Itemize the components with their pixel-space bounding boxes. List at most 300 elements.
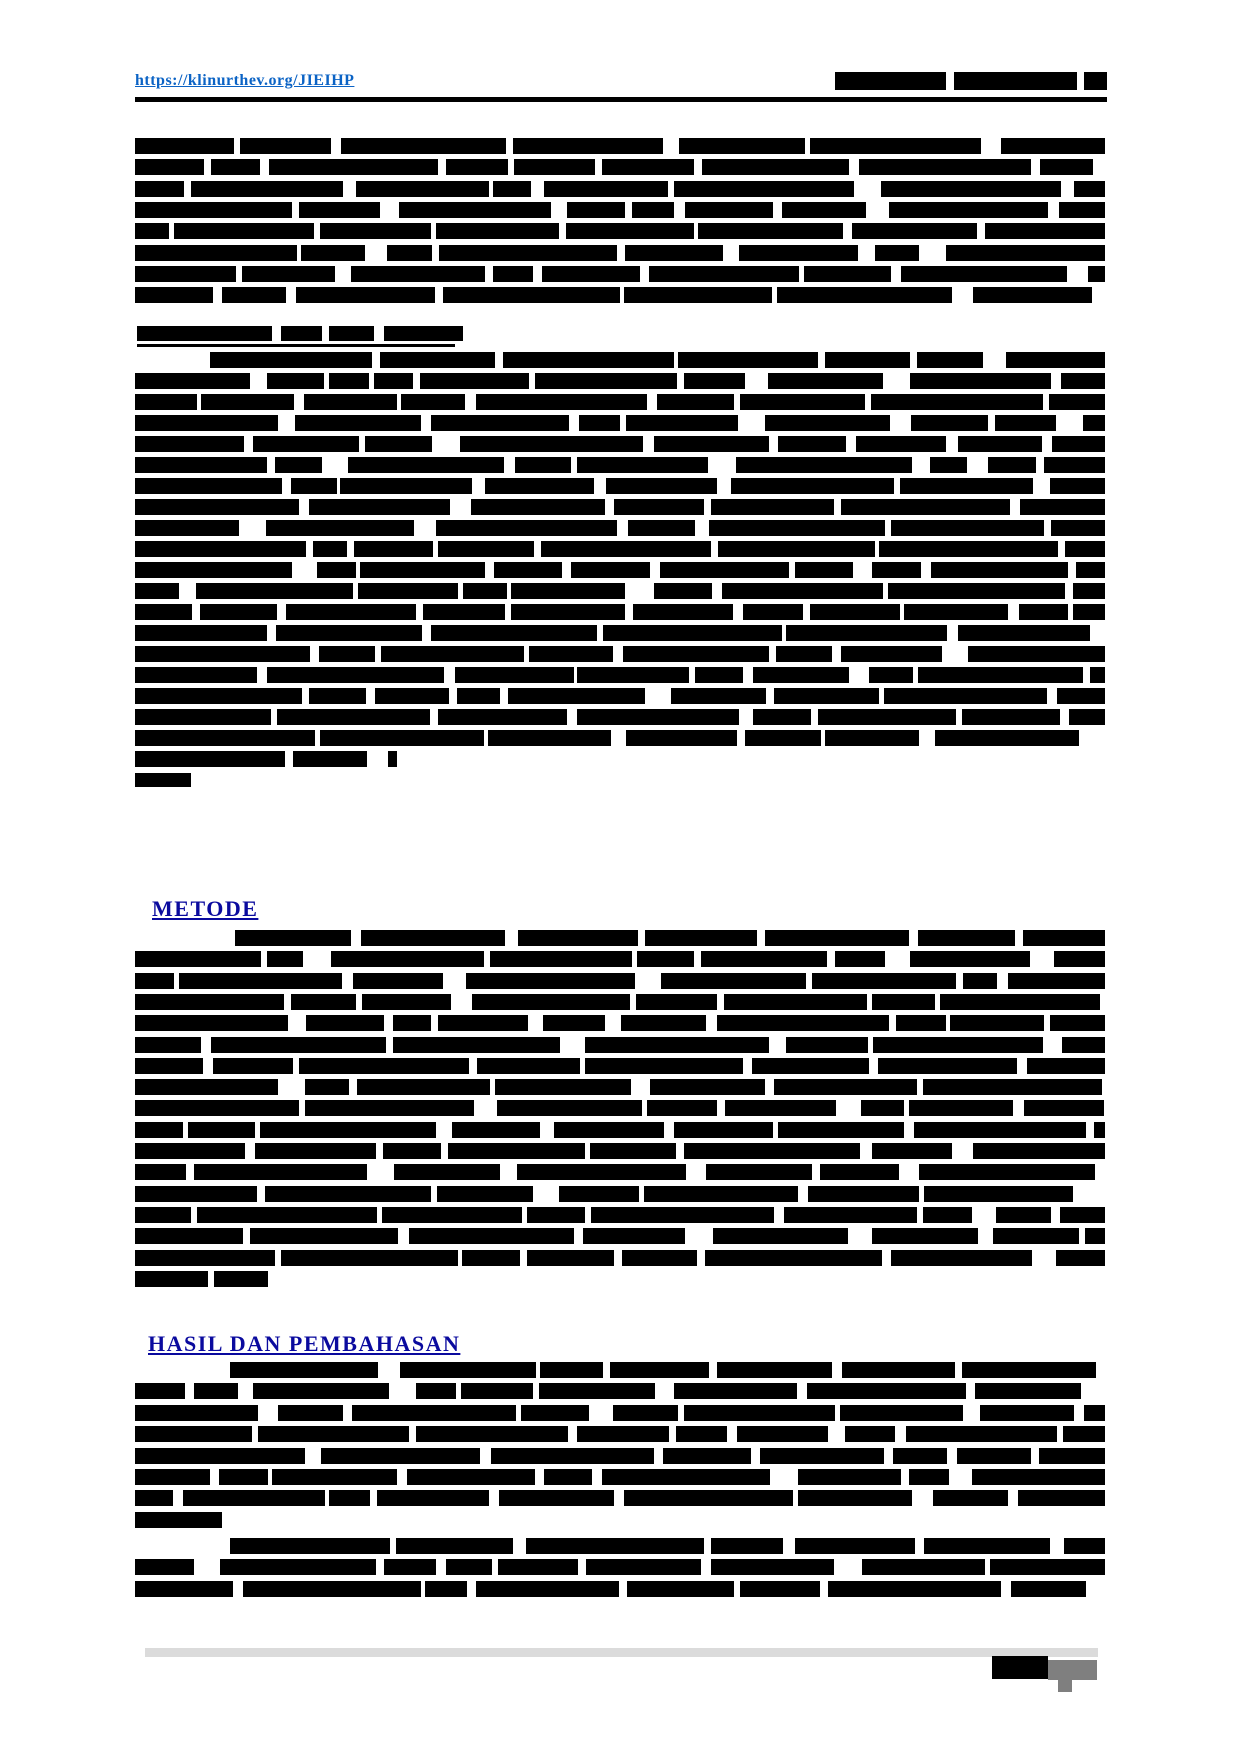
- redaction-bar: [230, 1538, 390, 1554]
- redaction-bar: [291, 994, 356, 1010]
- redaction-bar: [281, 1250, 458, 1266]
- redaction-bar: [577, 457, 708, 473]
- redaction-bar: [476, 394, 647, 410]
- redaction-bar: [362, 994, 451, 1010]
- redaction-bar: [472, 994, 630, 1010]
- redaction-bar: [431, 415, 569, 431]
- redaction-bar: [818, 709, 956, 725]
- redaction-bar: [135, 773, 191, 787]
- redaction-bar: [684, 373, 745, 389]
- redaction-bar: [1006, 352, 1105, 368]
- redaction-bar: [197, 1207, 377, 1223]
- redaction-bar: [436, 520, 617, 536]
- redaction-bar: [835, 72, 946, 90]
- redaction-bar: [503, 352, 674, 368]
- redacted-line-metode-body: [135, 1058, 1105, 1074]
- redaction-bar: [541, 541, 711, 557]
- redaction-bar: [1049, 394, 1105, 410]
- redacted-line-metode-body: [135, 1164, 1105, 1180]
- redaction-bar: [654, 583, 712, 599]
- redaction-bar: [455, 667, 574, 683]
- redaction-bar: [1073, 604, 1105, 620]
- redaction-bar: [1076, 562, 1105, 578]
- redaction-bar: [950, 1015, 1044, 1031]
- redacted-line-metode-body: [135, 1122, 1105, 1138]
- redaction-bar: [841, 646, 942, 662]
- redaction-bar: [753, 667, 849, 683]
- redaction-bar: [685, 202, 773, 218]
- redaction-bar: [603, 625, 782, 641]
- redaction-bar: [891, 520, 1044, 536]
- redaction-bar: [632, 202, 674, 218]
- redaction-bar: [210, 352, 372, 368]
- redaction-bar: [194, 1383, 238, 1399]
- redaction-bar: [527, 1207, 585, 1223]
- redaction-bar: [529, 646, 613, 662]
- redaction-bar: [852, 223, 977, 239]
- redaction-bar: [135, 730, 315, 746]
- redaction-bar: [645, 930, 757, 946]
- redaction-bar: [663, 1448, 751, 1464]
- redaction-bar: [511, 583, 625, 599]
- redacted-line-metode-body: [135, 1250, 1105, 1266]
- redaction-bar: [240, 138, 331, 154]
- redaction-bar: [676, 1426, 727, 1442]
- redaction-bar: [319, 646, 375, 662]
- redaction-bar: [940, 994, 1100, 1010]
- redaction-bar: [731, 478, 894, 494]
- redaction-bar: [269, 159, 438, 175]
- redaction-bar: [291, 478, 337, 494]
- redacted-line-metode-body: [135, 1100, 1105, 1116]
- redacted-line-paragraph-1: [135, 266, 1105, 282]
- redaction-bar: [498, 1559, 578, 1575]
- redaction-bar: [623, 646, 769, 662]
- redacted-line-hasil-paragraph-1: [135, 1426, 1105, 1442]
- redaction-bar: [214, 1271, 268, 1287]
- redacted-line-intro-body: [135, 604, 1105, 620]
- redaction-bar: [585, 1058, 743, 1074]
- redaction-bar: [135, 499, 299, 515]
- redaction-bar: [602, 1469, 770, 1485]
- redaction-bar: [196, 583, 353, 599]
- redaction-bar: [135, 1143, 245, 1159]
- redaction-bar: [135, 1228, 243, 1244]
- redaction-bar: [1020, 499, 1105, 515]
- redaction-bar: [542, 266, 640, 282]
- redaction-bar: [973, 1143, 1105, 1159]
- redaction-bar: [869, 667, 913, 683]
- redaction-bar: [893, 1448, 947, 1464]
- redaction-bar: [740, 1581, 820, 1597]
- redaction-bar: [774, 688, 879, 704]
- redaction-bar: [515, 457, 571, 473]
- redaction-bar: [968, 646, 1105, 662]
- redaction-bar: [135, 751, 285, 767]
- header-divider-rule: [135, 97, 1107, 102]
- redaction-bar: [253, 436, 359, 452]
- redaction-bar: [1084, 1405, 1105, 1421]
- redaction-bar: [988, 457, 1036, 473]
- redacted-line-intro-body: [135, 646, 1105, 662]
- redaction-bar: [554, 1122, 664, 1138]
- redaction-bar: [188, 1122, 255, 1138]
- redaction-bar: [705, 1250, 882, 1266]
- redaction-bar: [586, 1559, 701, 1575]
- redaction-bar: [305, 1100, 474, 1116]
- redacted-line-hasil-paragraph-1: [135, 1490, 1105, 1506]
- redaction-bar: [918, 667, 1083, 683]
- redacted-line-metode-body: [135, 973, 1105, 989]
- redacted-line-intro-body-stub: [135, 773, 195, 787]
- redaction-bar: [356, 181, 489, 197]
- redaction-bar: [840, 1405, 963, 1421]
- redaction-bar: [777, 287, 952, 303]
- redacted-line-intro-body: [135, 562, 1105, 578]
- redaction-bar: [329, 1490, 370, 1506]
- redaction-bar: [1090, 667, 1105, 683]
- redaction-bar: [135, 159, 204, 175]
- redaction-bar: [871, 394, 1043, 410]
- redacted-line-intro-body: [135, 394, 1105, 410]
- redaction-bar: [1050, 478, 1105, 494]
- redaction-bar: [365, 436, 432, 452]
- redaction-bar: [980, 1405, 1074, 1421]
- redaction-bar: [1008, 973, 1105, 989]
- redaction-bar: [544, 1469, 592, 1485]
- redaction-bar: [577, 709, 739, 725]
- redaction-bar: [183, 1490, 325, 1506]
- redaction-bar: [135, 1426, 252, 1442]
- redaction-bar: [743, 604, 803, 620]
- redaction-bar: [1039, 1448, 1105, 1464]
- redaction-bar: [416, 1383, 456, 1399]
- redaction-bar: [393, 1015, 431, 1031]
- redacted-line-hasil-paragraph-2: [230, 1538, 1105, 1554]
- redaction-bar: [135, 973, 174, 989]
- redaction-bar: [872, 562, 921, 578]
- redaction-bar: [351, 266, 485, 282]
- redaction-bar: [135, 1271, 208, 1287]
- redaction-bar: [194, 1164, 367, 1180]
- redaction-bar: [511, 604, 625, 620]
- redaction-bar: [1024, 1100, 1104, 1116]
- redaction-bar: [972, 1469, 1105, 1485]
- redaction-bar: [260, 1122, 436, 1138]
- redaction-bar: [879, 541, 1058, 557]
- redacted-line-hasil-paragraph-1: [135, 1512, 222, 1528]
- redaction-bar: [471, 499, 605, 515]
- redaction-bar: [709, 520, 885, 536]
- redaction-bar: [387, 245, 432, 261]
- redaction-bar: [135, 1058, 203, 1074]
- redaction-bar: [137, 326, 272, 341]
- redaction-bar: [711, 1538, 783, 1554]
- redaction-bar: [958, 436, 1042, 452]
- redaction-bar: [602, 159, 694, 175]
- redaction-bar: [1019, 604, 1068, 620]
- redaction-bar: [644, 1186, 798, 1202]
- redaction-bar: [579, 415, 620, 431]
- redacted-line-intro-body: [135, 499, 1105, 515]
- redacted-line-paragraph-1: [135, 245, 1105, 261]
- redaction-bar: [795, 1538, 915, 1554]
- redaction-bar: [962, 709, 1060, 725]
- redaction-bar: [135, 266, 236, 282]
- redaction-bar: [135, 202, 292, 218]
- redaction-bar: [266, 520, 414, 536]
- redaction-bar: [946, 245, 1105, 261]
- redaction-bar: [381, 646, 524, 662]
- redaction-bar: [724, 994, 867, 1010]
- redaction-bar: [625, 245, 723, 261]
- redaction-bar: [461, 1383, 533, 1399]
- redaction-bar: [807, 1383, 966, 1399]
- redaction-bar: [135, 457, 267, 473]
- redaction-bar: [1074, 181, 1105, 197]
- journal-url-link[interactable]: https://klinurthev.org/JIEIHP: [135, 72, 355, 89]
- redaction-bar: [135, 583, 179, 599]
- redaction-bar: [567, 202, 625, 218]
- redaction-bar: [309, 499, 450, 515]
- redaction-bar: [695, 667, 743, 683]
- redaction-bar: [457, 688, 500, 704]
- redaction-bar: [637, 951, 694, 967]
- redaction-bar: [752, 1058, 869, 1074]
- redaction-bar: [975, 1383, 1081, 1399]
- redacted-line-hasil-paragraph-1: [135, 1383, 1105, 1399]
- redaction-bar: [985, 223, 1105, 239]
- redaction-bar: [622, 1250, 697, 1266]
- redaction-bar: [384, 326, 463, 341]
- redaction-bar: [804, 266, 891, 282]
- redaction-bar: [219, 1469, 268, 1485]
- redaction-bar: [765, 930, 909, 946]
- redacted-line-intro-body: [135, 520, 1105, 536]
- redaction-bar: [717, 1015, 889, 1031]
- redaction-bar: [1040, 159, 1093, 175]
- redaction-bar: [1051, 520, 1105, 536]
- redaction-bar: [250, 1228, 398, 1244]
- redaction-bar: [718, 541, 875, 557]
- redaction-bar: [1060, 1207, 1105, 1223]
- redacted-line-metode-body: [135, 1079, 1105, 1095]
- redaction-bar: [420, 373, 529, 389]
- redaction-bar: [577, 1426, 669, 1442]
- redaction-bar: [856, 436, 946, 452]
- redacted-line-metode-body: [135, 1015, 1105, 1031]
- redacted-line-intro-body: [135, 457, 1105, 473]
- redaction-bar: [1056, 1250, 1105, 1266]
- redaction-bar: [878, 1058, 1017, 1074]
- redaction-bar: [706, 1164, 812, 1180]
- redaction-bar: [320, 223, 431, 239]
- redaction-bar: [211, 1037, 386, 1053]
- redaction-bar: [425, 1581, 467, 1597]
- redaction-bar: [1065, 541, 1105, 557]
- redaction-bar: [543, 1015, 605, 1031]
- redaction-bar: [485, 478, 594, 494]
- redaction-bar: [267, 373, 324, 389]
- redacted-line-intro-body: [135, 436, 1105, 452]
- redaction-bar: [872, 994, 935, 1010]
- redaction-bar: [423, 604, 505, 620]
- redaction-bar: [377, 1490, 489, 1506]
- redaction-bar: [591, 1207, 774, 1223]
- redaction-bar: [825, 352, 910, 368]
- redaction-bar: [477, 1058, 580, 1074]
- redaction-bar: [624, 1490, 793, 1506]
- redaction-bar: [842, 1362, 955, 1378]
- redaction-bar: [438, 541, 534, 557]
- redaction-bar: [914, 1122, 1086, 1138]
- redaction-bar: [135, 1448, 305, 1464]
- redaction-bar: [436, 223, 559, 239]
- redaction-bar: [924, 1538, 1050, 1554]
- redaction-bar: [508, 688, 645, 704]
- redaction-bar: [740, 394, 865, 410]
- redaction-bar: [906, 1426, 1057, 1442]
- redaction-bar: [437, 1186, 533, 1202]
- redaction-bar: [242, 266, 335, 282]
- redaction-bar: [661, 973, 806, 989]
- redacted-line-paragraph-1: [135, 287, 1105, 303]
- redaction-bar: [1018, 1490, 1105, 1506]
- redaction-bar: [613, 1405, 678, 1421]
- redaction-bar: [717, 1362, 832, 1378]
- redaction-bar: [933, 1490, 1008, 1506]
- redacted-line-paragraph-1: [135, 223, 1105, 239]
- redaction-bar: [213, 1058, 293, 1074]
- redaction-bar: [841, 499, 1010, 515]
- redaction-bar: [340, 478, 472, 494]
- redaction-bar: [384, 1559, 436, 1575]
- redaction-bar: [135, 181, 184, 197]
- redacted-line-metode-body: [135, 1186, 1105, 1202]
- redacted-line-intro-body: [135, 667, 1105, 683]
- redaction-bar: [540, 1362, 603, 1378]
- redaction-bar: [1063, 1426, 1105, 1442]
- redaction-bar: [931, 562, 1068, 578]
- redaction-bar: [795, 562, 853, 578]
- redaction-bar: [211, 159, 260, 175]
- redaction-bar: [416, 1426, 568, 1442]
- redaction-bar: [901, 266, 1067, 282]
- redaction-bar: [301, 245, 365, 261]
- redaction-bar: [621, 1015, 706, 1031]
- redaction-bar: [1062, 1037, 1105, 1053]
- redaction-bar: [812, 973, 956, 989]
- redaction-bar: [774, 1079, 917, 1095]
- redaction-bar: [135, 223, 169, 239]
- footer-divider-bar: [145, 1648, 1098, 1657]
- redaction-bar: [995, 415, 1056, 431]
- redacted-line-intro-heading: [137, 326, 463, 341]
- redaction-bar: [1064, 1538, 1105, 1554]
- redaction-bar: [544, 181, 668, 197]
- redaction-bar: [654, 436, 769, 452]
- redaction-bar: [463, 583, 507, 599]
- redaction-bar: [296, 287, 435, 303]
- redaction-bar: [768, 373, 883, 389]
- redaction-bar: [295, 415, 421, 431]
- redaction-bar: [393, 1037, 560, 1053]
- redaction-bar: [382, 1207, 522, 1223]
- redaction-bar: [711, 499, 834, 515]
- redaction-bar: [861, 1100, 904, 1116]
- redaction-bar: [409, 1228, 574, 1244]
- redaction-bar: [606, 478, 717, 494]
- redaction-bar: [674, 1122, 773, 1138]
- redaction-bar: [798, 1490, 912, 1506]
- redaction-bar: [267, 951, 303, 967]
- redaction-bar: [493, 181, 531, 197]
- redaction-bar: [388, 751, 397, 767]
- redaction-bar: [535, 373, 677, 389]
- redaction-bar: [923, 1079, 1102, 1095]
- redaction-bar: [276, 625, 422, 641]
- redaction-bar: [930, 457, 967, 473]
- redaction-bar: [497, 1100, 642, 1116]
- redacted-line-header-issue-redacted: [835, 72, 1107, 90]
- redaction-bar: [462, 1250, 520, 1266]
- redaction-bar: [713, 1228, 848, 1244]
- redacted-line-paragraph-1: [135, 202, 1105, 218]
- redaction-bar: [320, 730, 484, 746]
- redaction-bar: [521, 1405, 589, 1421]
- redaction-bar: [321, 1448, 480, 1464]
- redaction-bar: [585, 1037, 769, 1053]
- redaction-bar: [374, 373, 413, 389]
- redaction-bar: [135, 1559, 194, 1575]
- redaction-bar: [438, 1015, 528, 1031]
- redaction-bar: [299, 1058, 469, 1074]
- redaction-bar: [786, 625, 947, 641]
- redaction-bar: [135, 1581, 233, 1597]
- redaction-bar: [924, 1186, 1073, 1202]
- redaction-bar: [135, 1207, 191, 1223]
- redaction-bar: [684, 1405, 835, 1421]
- redaction-bar: [760, 1448, 884, 1464]
- redacted-line-hasil-paragraph-2: [135, 1581, 1086, 1597]
- redaction-bar: [135, 994, 284, 1010]
- redaction-bar: [135, 394, 197, 410]
- redacted-line-intro-body: [135, 478, 1105, 494]
- redaction-bar: [1061, 373, 1105, 389]
- redaction-bar: [722, 583, 883, 599]
- redaction-bar: [431, 625, 597, 641]
- redacted-line-hasil-paragraph-2: [135, 1559, 1105, 1575]
- redaction-bar: [135, 646, 310, 662]
- redaction-bar: [383, 1143, 441, 1159]
- redaction-bar: [745, 730, 821, 746]
- redaction-bar: [135, 541, 306, 557]
- redaction-bar: [135, 138, 234, 154]
- redacted-line-hasil-paragraph-1: [135, 1448, 1105, 1464]
- redaction-bar: [191, 181, 343, 197]
- redaction-bar: [884, 688, 1047, 704]
- redaction-bar: [904, 604, 1008, 620]
- redaction-bar: [828, 1581, 1001, 1597]
- redaction-bar: [305, 1079, 349, 1095]
- redaction-bar: [1023, 930, 1105, 946]
- redaction-bar: [990, 1559, 1105, 1575]
- redaction-bar: [135, 1186, 257, 1202]
- redaction-bar: [352, 1405, 516, 1421]
- redaction-bar: [1084, 72, 1107, 90]
- redaction-bar: [491, 1448, 654, 1464]
- redaction-bar: [954, 72, 1077, 90]
